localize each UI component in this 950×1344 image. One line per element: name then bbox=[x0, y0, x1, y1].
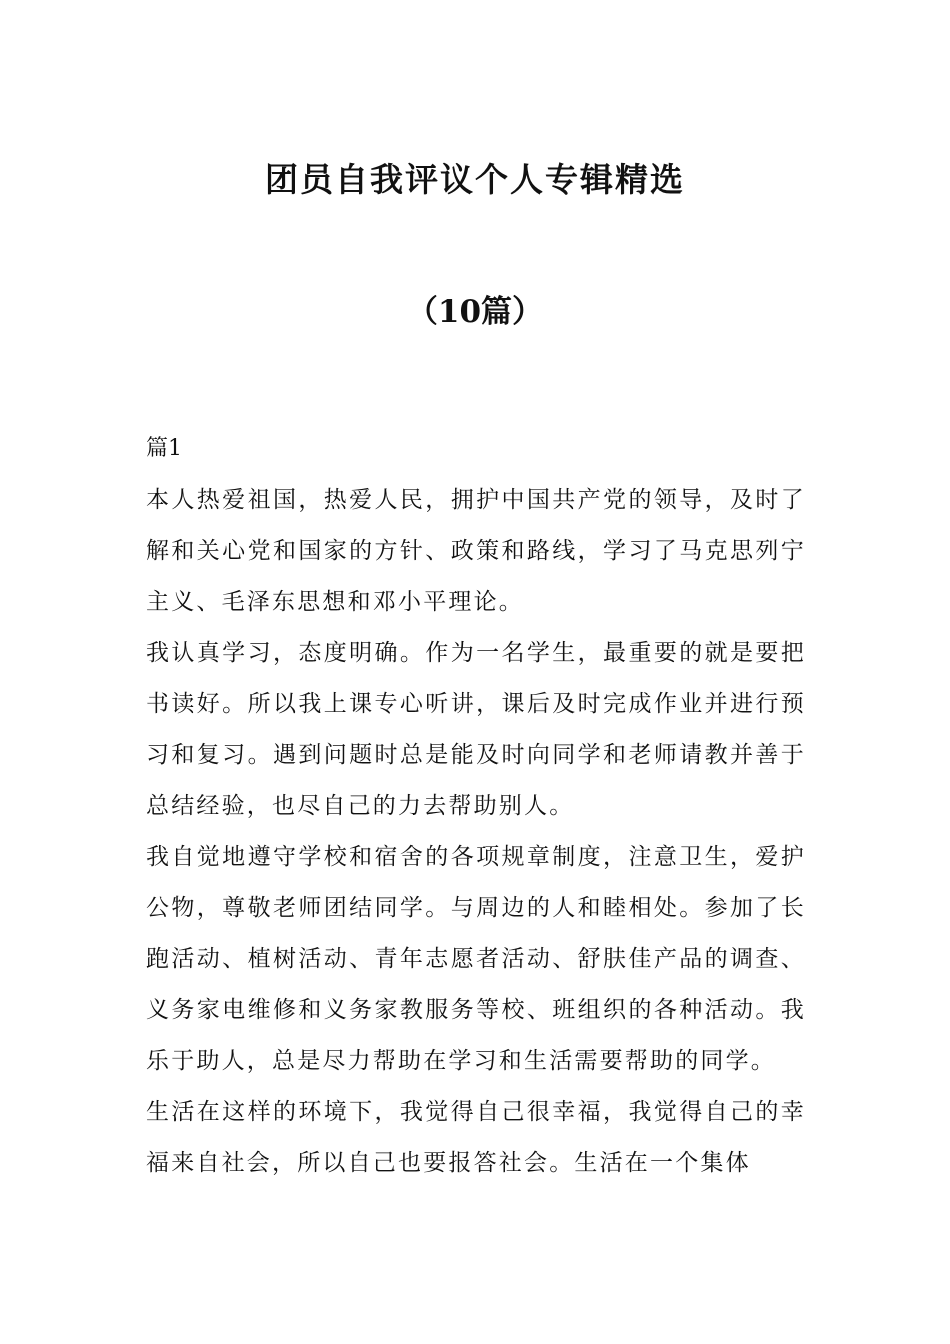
paragraph-4: 生活在这样的环境下，我觉得自己很幸福，我觉得自己的幸福来自社会，所以自己也要报答社会。生活在一个集体 bbox=[146, 1099, 806, 1176]
paragraph-2: 我认真学习，态度明确。作为一名学生，最重要的就是要把书读好。所以我上课专心听讲，课后及时完成作业并进行预习和复习。遇到问题时总是能及时向同学和老师请教并善于总结经验，也尽自己的力去帮助别人。 bbox=[146, 640, 806, 819]
document-body bbox=[146, 425, 806, 1189]
document-title: 团员自我评议个人专辑精选 bbox=[265, 160, 685, 199]
document-subtitle: （10篇） bbox=[406, 294, 544, 330]
paragraph-1: 本人热爱祖国，热爱人民，拥护中国共产党的领导，及时了解和关心党和国家的方针、政策和路线，学习了马克思列宁主义、毛泽东思想和邓小平理论。 bbox=[146, 487, 806, 615]
section-label: 篇1 bbox=[146, 436, 182, 461]
paragraph-3: 我自觉地遵守学校和宿舍的各项规章制度，注意卫生，爱护公物，尊敬老师团结同学。与周边的人和睦相处。参加了长跑活动、植树活动、青年志愿者活动、舒肤佳产品的调查、义务家电维修和义务家教服务等校、班组织的各种活动。我乐于助人，总是尽力帮助在学习和生活需要帮助的同学。 bbox=[146, 844, 806, 1074]
